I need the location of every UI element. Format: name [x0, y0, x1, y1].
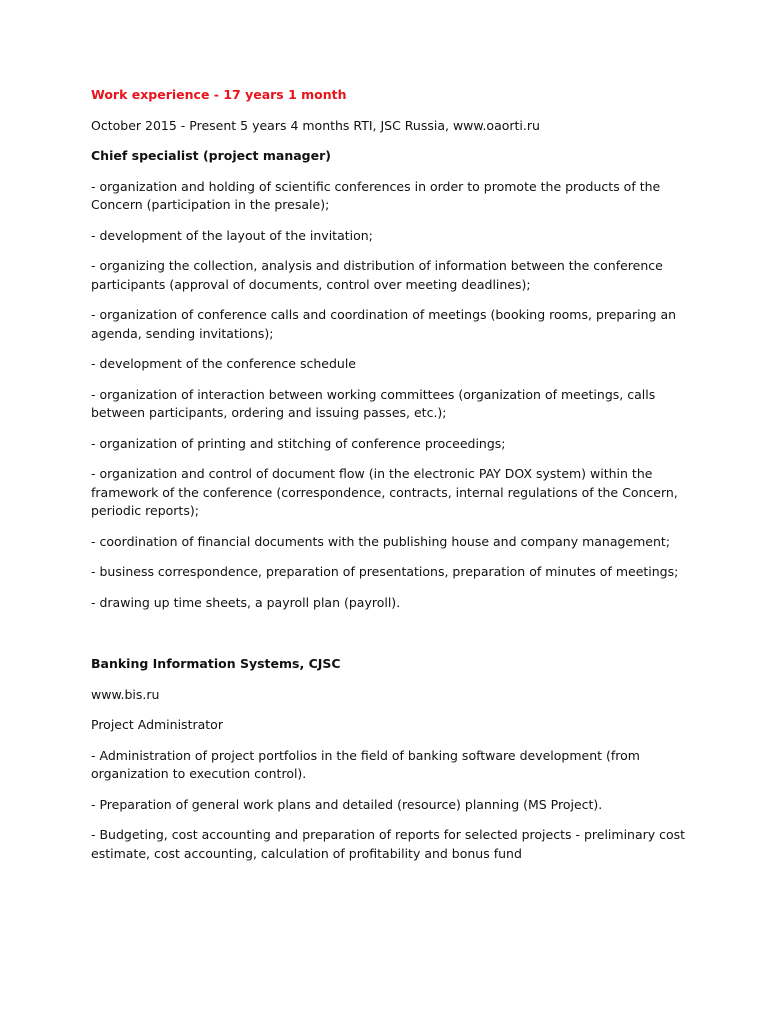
document-page — [91, 86, 691, 875]
duty-item: - development of the layout of the invitation; — [91, 227, 373, 243]
duty-item: - Budgeting, cost accounting and preparation of reports for selected projects - preliminary cost estimate, cost accounting, calculation of profitability and bonus fund — [91, 827, 686, 861]
duty-item: - drawing up time sheets, a payroll plan (payroll). — [91, 594, 401, 610]
duty-item: - organization of printing and stitching of conference proceedings; — [91, 435, 506, 451]
duty-item: - Preparation of general work plans and detailed (resource) planning (MS Project). — [91, 796, 603, 812]
duty-item: - business correspondence, preparation of presentations, preparation of minutes of meetings; — [91, 564, 679, 579]
duty-item: - organizing the collection, analysis and distribution of information between the conference participants (approval of documents, control over meeting deadlines); — [91, 258, 663, 292]
duty-item: - coordination of financial documents with the publishing house and company management; — [91, 533, 671, 549]
duty-item: - Administration of project portfolios in the field of banking software development (from organization to execution control). — [91, 747, 640, 781]
job2-website: www.bis.ru — [91, 686, 160, 702]
duty-item: - organization and holding of scientific conferences in order to promote the products of the Concern (participation in the presale); — [91, 178, 661, 212]
duty-item: - organization of conference calls and coordination of meetings (booking rooms, preparing an agenda, sending invitations); — [91, 307, 677, 341]
section-title: Work experience - 17 years 1 month — [91, 87, 347, 102]
job2-duties-list — [91, 747, 691, 864]
section-spacer — [91, 624, 691, 655]
job1-period-line: October 2015 - Present 5 years 4 months RTI, JSC Russia, www.oaorti.ru — [91, 117, 540, 133]
job1-position: Chief specialist (project manager) — [91, 148, 331, 163]
duty-item: - development of the conference schedule — [91, 356, 356, 371]
job2-company: Banking Information Systems, CJSC — [91, 656, 341, 671]
job1-duties-list — [91, 178, 691, 613]
job2-position: Project Administrator — [91, 717, 223, 732]
duty-item: - organization of interaction between working committees (organization of meetings, calls between participants, ordering and issuing passes, etc.); — [91, 386, 656, 420]
duty-item: - organization and control of document flow (in the electronic PAY DOX system) within the framework of the conference (correspondence, contracts, internal regulations of the Concern, periodic reports); — [91, 466, 678, 518]
